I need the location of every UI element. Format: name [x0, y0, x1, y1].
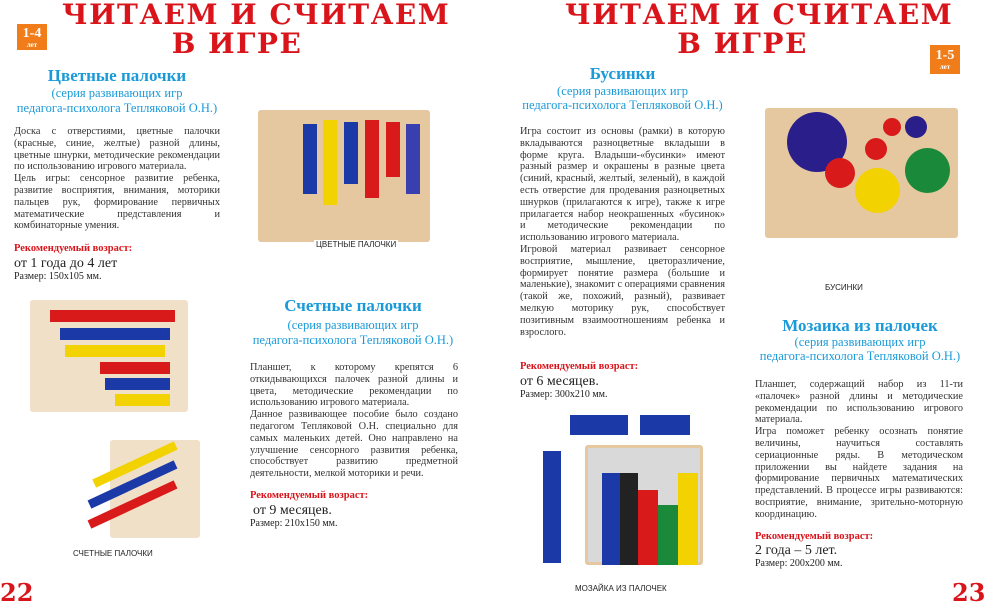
badge-age: 1-4 — [22, 26, 42, 41]
image-caption: МОЗАЙКА ИЗ ПАЛОЧЕК — [575, 584, 667, 593]
age-badge-right — [930, 45, 960, 74]
page-number: 23 — [952, 578, 985, 607]
paragraph: Цель игры: сенсорное развитие ребенка, развитие восприятия, внимания, моторики пальцев рук, формирование первичных математические представления и комбинаторные умения. — [14, 173, 220, 232]
product-series: (серия развивающих игр — [51, 86, 183, 100]
beads-image — [765, 108, 958, 238]
badge-unit: лет — [939, 63, 951, 71]
paragraph: Доска с отверстиями, цветные палочки (красные, синие, желтые) разной длины, цветные шнурки, методические рекомендации по использованию игрового материала. — [14, 126, 220, 173]
age-label: Рекомендуемый возраст: — [520, 361, 639, 372]
product-description — [755, 379, 963, 521]
image-caption: ЦВЕТНЫЕ ПАЛОЧКИ — [316, 240, 397, 249]
product-description — [250, 362, 458, 480]
age-label: Рекомендуемый возраст: — [250, 490, 369, 501]
paragraph: Планшет, содержащий набор из 11-ти «палочек» разной длины и методические рекомендации по использованию игрового материала. — [755, 379, 963, 426]
left-title-line1: ЧИТАЕМ И СЧИТАЕМ — [62, 0, 451, 31]
product-series: педагога-психолога Тепляковой О.Н.) — [16, 101, 218, 115]
badge-unit: лет — [26, 41, 38, 49]
age-label: Рекомендуемый возраст: — [755, 531, 874, 542]
badge-age: 1-5 — [935, 48, 955, 63]
product-series: педагога-психолога Тепляковой О.Н.) — [759, 349, 961, 363]
product-series: (серия развивающих игр — [794, 335, 926, 349]
page-number: 22 — [0, 578, 34, 607]
right-title-line1: ЧИТАЕМ И СЧИТАЕМ — [565, 0, 954, 31]
paragraph: Игровой материал развивает сенсорное восприятие, мышление, цветоразличение, формирует понятие размера (большие и маленькие), знакомит с операциями сравнения (такой же, похожий, разный), развивает мелкую моторику рук, способствует позитивным взаимоотношениям ребенка и взрослого. — [520, 243, 725, 338]
paragraph: Игра поможет ребенку осознать понятие величины, научиться составлять сериационные ряды. В методическом приложении вы найдете задания на формирование первичных математических представлений. В процессе игры развиваются: восприятие, внимание, зрительно-моторную координацию. — [755, 426, 963, 520]
size-value: Размер: 150x105 мм. — [14, 271, 102, 282]
mosaic-sticks-image — [540, 415, 705, 580]
counting-sticks-image — [30, 300, 188, 412]
size-value: Размер: 300x210 мм. — [520, 389, 608, 400]
age-value: 2 года – 5 лет. — [755, 543, 838, 558]
right-title-line2: В ИГРЕ — [677, 27, 808, 60]
product-title: Счетные палочки — [284, 296, 422, 315]
product-series: педагога-психолога Тепляковой О.Н.) — [252, 333, 454, 347]
size-value: Размер: 200x200 мм. — [755, 558, 843, 569]
product-title: Бусинки — [589, 64, 656, 83]
age-value: от 1 года до 4 лет — [14, 256, 118, 271]
paragraph: Данное развивающее пособие было создано педагогом Тепляковой О.Н. специально для самых маленьких детей. Оно направлено на улучшение сенсорного развития ребенка, способствует развитию предметной деятельности, мелкой моторики и речи. — [250, 409, 458, 480]
counting-sticks-open-image — [110, 440, 200, 538]
product-description — [14, 126, 220, 232]
paragraph: Игра состоит из основы (рамки) в которую вкладываются разноцветные вкладыши в форме круга. Владыши-«бусинки» имеют разный размер и окрашены в разные цвета (синий, красный, желтый, зеленый), в каждой есть отверстие для продевания разноцветных шнурков (прилагаются к игре), также к игре прилагается набор неокрашенных «бусинок» и методические рекомендации по использованию игрового материала. — [520, 126, 725, 244]
size-value: Размер: 210x150 мм. — [250, 518, 338, 529]
left-title-line2: В ИГРЕ — [171, 27, 303, 60]
age-badge-left — [17, 24, 47, 50]
image-caption: БУСИНКИ — [825, 283, 863, 292]
colored-sticks-image — [258, 110, 430, 242]
product-description — [520, 126, 725, 338]
product-title: Цветные палочки — [47, 66, 187, 85]
product-title: Мозаика из палочек — [782, 316, 938, 335]
product-series: (серия развивающих игр — [287, 318, 419, 332]
age-value: от 9 месяцев. — [253, 503, 332, 518]
age-label: Рекомендуемый возраст: — [14, 243, 133, 254]
product-series: (серия развивающих игр — [557, 84, 688, 98]
paragraph: Планшет, к которому крепятся 6 откидывающихся палочек разной длины и цвета, методические рекомендации по использованию игрового материала. — [250, 362, 458, 409]
age-value: от 6 месяцев. — [520, 374, 599, 389]
image-caption: СЧЕТНЫЕ ПАЛОЧКИ — [73, 549, 153, 558]
product-series: педагога-психолога Тепляковой О.Н.) — [522, 98, 723, 112]
